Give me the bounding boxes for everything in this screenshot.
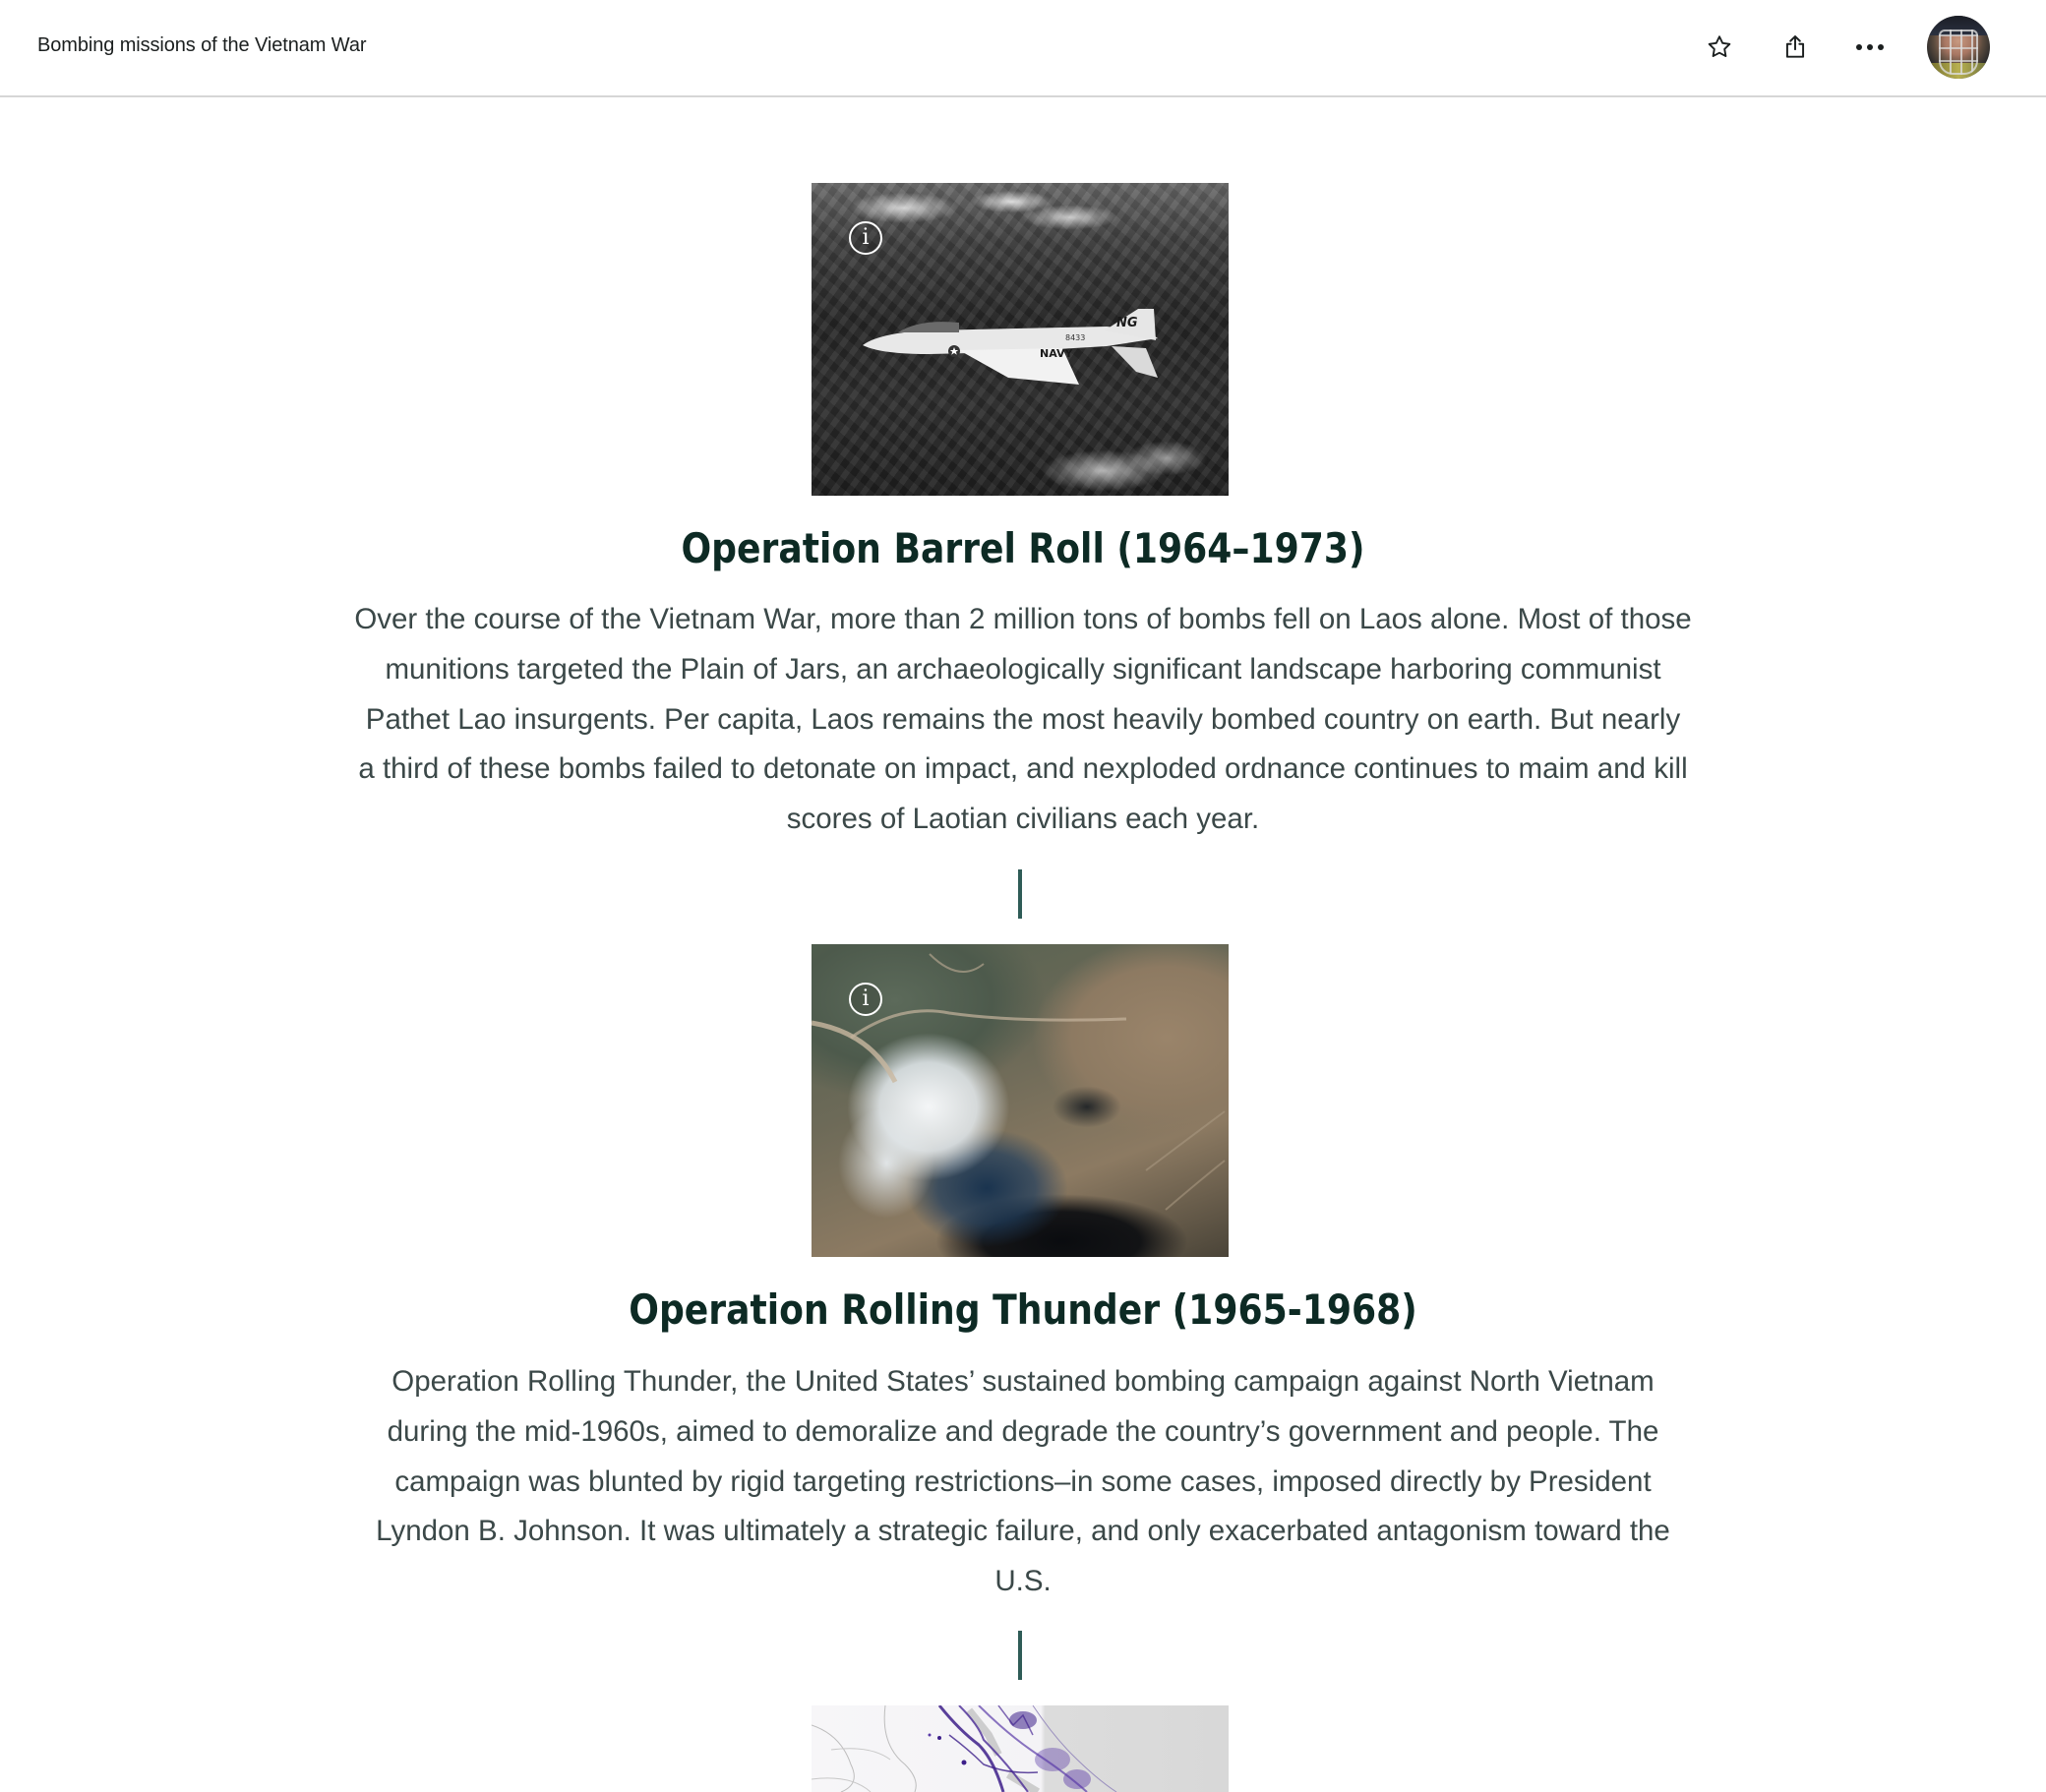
- section-image-jet: [812, 183, 1229, 496]
- star-icon: [1706, 33, 1733, 61]
- user-avatar[interactable]: [1927, 16, 1990, 79]
- share-icon: [1782, 33, 1808, 61]
- section-body: Over the course of the Vietnam War, more than 2 million tons of bombs fell on Laos alone. Most of those munitions targeted the Plain of Jars, an archaeologically significant landscape harboring communist Pathet Lao insurgents. Per capita, Laos remains the most heavily bombed country on earth. But nearly a third of these bombs failed to detonate on impact, and nexploded ordnance continues to maim and kill scores of Laotian civilians each year.: [354, 603, 1692, 836]
- section-body: Operation Rolling Thunder, the United States’ sustained bombing campaign against North Vietnam during the mid-1960s, aimed to demoralize and degrade the country’s government and people. The campaign was blunted by rigid targeting restrictions–in some cases, imposed directly by President Lyndon B. Johnson. It was ultimately a strategic failure, and only exacerbated antagonism toward the U.S.: [376, 1365, 1670, 1598]
- svg-text:NAVY: NAVY: [1040, 347, 1073, 360]
- more-horizontal-icon: [1855, 42, 1885, 52]
- timeline-connector: [1018, 869, 1022, 919]
- timeline-connector: [1018, 1631, 1022, 1680]
- document-title: Bombing missions of the Vietnam War: [37, 34, 367, 56]
- bombing-density-map: [812, 1705, 1229, 1792]
- info-icon: i: [862, 986, 870, 1011]
- more-options-button[interactable]: [1850, 28, 1890, 67]
- top-bar: [0, 0, 2046, 97]
- svg-text:NG: NG: [1116, 316, 1138, 330]
- section-heading: Operation Barrel Roll (1964–1973): [681, 524, 1365, 572]
- section-image-bombing-map: [812, 1705, 1229, 1792]
- svg-text:8433: 8433: [1065, 333, 1086, 342]
- info-icon: i: [862, 225, 870, 250]
- image-info-button[interactable]: [849, 221, 882, 255]
- share-button[interactable]: [1775, 28, 1815, 67]
- image-info-button[interactable]: [849, 983, 882, 1016]
- favorite-button[interactable]: [1700, 28, 1739, 67]
- section-image-explosion: [812, 944, 1229, 1257]
- section-heading: Operation Rolling Thunder (1965-1968): [629, 1285, 1417, 1334]
